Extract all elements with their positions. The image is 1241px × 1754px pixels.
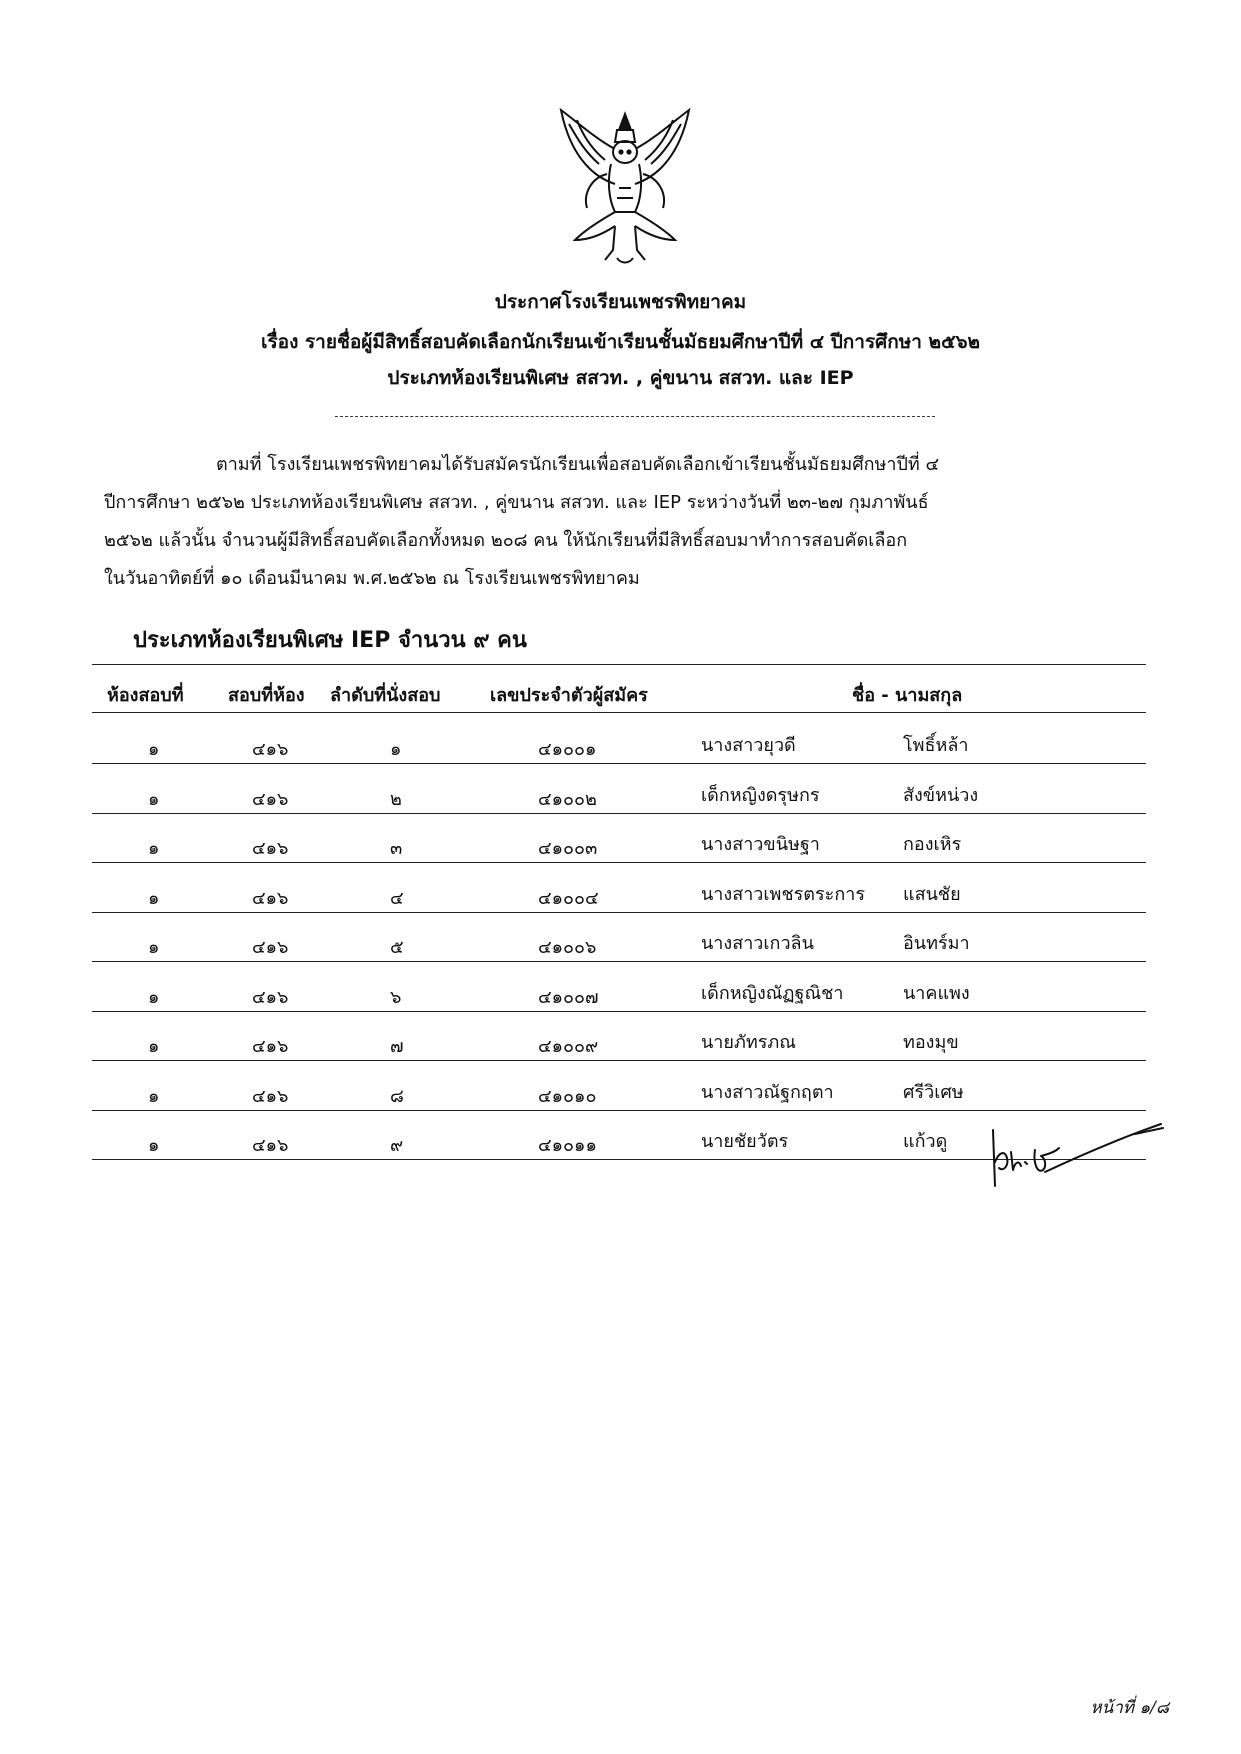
cell-seat: ๒ (390, 788, 402, 810)
cell-last-name: กองเหิร (903, 834, 962, 855)
cell-seat: ๓ (390, 838, 403, 859)
row-rule (92, 1060, 1146, 1061)
announcement-subject: เรื่อง รายชื่อผู้มีสิทธิ์สอบคัดเลือกนักเรียนเข้าเรียนชั้นมัธยมศึกษาปีที่ ๔ ปีการศึกษา ๒๕๖๒ (260, 331, 981, 353)
cell-applicant-id: ๔๑๐๑๑ (538, 1135, 597, 1156)
cell-applicant-id: ๔๑๐๐๑ (538, 739, 597, 760)
header-seat: ลำดับที่นั่งสอบ (330, 685, 441, 706)
cell-exam-room: ๑ (148, 937, 160, 958)
cell-room: ๔๑๖ (252, 838, 289, 859)
paragraph-line: ตามที่ โรงเรียนเพชรพิทยาคมได้รับสมัครนักเรียนเพื่อสอบคัดเลือกเข้าเรียนชั้นมัธยมศึกษาปีที่ ๔ (216, 454, 940, 475)
cell-applicant-id: ๔๑๐๐๓ (538, 838, 598, 859)
cell-last-name: ทองมุข (903, 1032, 959, 1053)
cell-room: ๔๑๖ (252, 937, 289, 958)
cell-applicant-id: ๔๑๐๐๙ (538, 1036, 599, 1057)
cell-first-name: เด็กหญิงดรุษกร (701, 784, 820, 806)
cell-exam-room: ๑ (148, 1036, 160, 1057)
cell-seat: ๕ (390, 937, 404, 958)
cell-room: ๔๑๖ (252, 1036, 289, 1057)
cell-first-name: นางสาวเกวลิน (701, 933, 814, 954)
paragraph-line: ในวันอาทิตย์ที่ ๑๐ เดือนมีนาคม พ.ศ.๒๕๖๒ ณ โรงเรียนเพชรพิทยาคม (104, 568, 640, 589)
cell-last-name: นาคแพง (903, 982, 970, 1004)
cell-last-name: โพธิ์หล้า (903, 735, 969, 756)
cell-first-name: เด็กหญิงณัฏฐณิชา (701, 982, 844, 1004)
announcement-title: ประกาศโรงเรียนเพชรพิทยาคม (494, 291, 747, 313)
row-rule (92, 961, 1146, 962)
cell-first-name: นางสาวณัฐกฤตา (701, 1081, 834, 1103)
cell-seat: ๘ (390, 1085, 404, 1107)
cell-applicant-id: ๔๑๐๐๖ (538, 937, 597, 958)
page-number: หน้าที่ ๑/๘ (1090, 1698, 1169, 1718)
cell-room: ๔๑๖ (252, 788, 289, 810)
cell-exam-room: ๑ (148, 1135, 160, 1156)
cell-seat: ๙ (390, 1135, 404, 1156)
cell-applicant-id: ๔๑๐๑๐ (538, 1085, 597, 1107)
cell-room: ๔๑๖ (252, 986, 289, 1008)
cell-last-name: สังข์หน่วง (903, 784, 979, 806)
row-rule (92, 763, 1146, 764)
cell-last-name: แสนชัย (903, 883, 961, 905)
cell-seat: ๑ (390, 739, 402, 760)
cell-seat: ๔ (390, 887, 404, 909)
row-rule (92, 1011, 1146, 1012)
table-header-rule (92, 712, 1146, 713)
signature (985, 1122, 1165, 1190)
header-exam-room: ห้องสอบที่ (107, 685, 184, 706)
cell-seat: ๗ (390, 1036, 404, 1057)
paragraph-line: ๒๕๖๒ แล้วนั้น จำนวนผู้มีสิทธิ์สอบคัดเลือกทั้งหมด ๒๐๘ คน ให้นักเรียนที่มีสิทธิ์สอบมาทำการสอบคัดเลือก (104, 530, 908, 551)
cell-exam-room: ๑ (148, 1085, 160, 1107)
cell-exam-room: ๑ (148, 838, 160, 859)
cell-exam-room: ๑ (148, 739, 160, 760)
cell-seat: ๖ (390, 986, 402, 1008)
paragraph-line: ปีการศึกษา ๒๕๖๒ ประเภทห้องเรียนพิเศษ สสวท. , คู่ขนาน สสวท. และ IEP ระหว่างวันที่ ๒๓-๒๗ กุมภาพันธ์ (104, 492, 929, 513)
dashed-divider (335, 416, 935, 417)
row-rule (92, 862, 1146, 863)
garuda-emblem (555, 108, 695, 266)
cell-first-name: นางสาวเพชรตระการ (701, 883, 866, 905)
cell-applicant-id: ๔๑๐๐๗ (538, 986, 599, 1008)
header-room: สอบที่ห้อง (228, 685, 305, 706)
body-paragraph (104, 446, 1114, 598)
cell-last-name: แก้วดู (903, 1131, 948, 1152)
cell-room: ๔๑๖ (252, 1085, 289, 1107)
announcement-category: ประเภทห้องเรียนพิเศษ สสวท. , คู่ขนาน สสวท. และ IEP (387, 367, 854, 389)
cell-first-name: นายภัทรภณ (701, 1032, 796, 1053)
cell-last-name: อินทร์มา (903, 933, 970, 954)
cell-applicant-id: ๔๑๐๐๔ (538, 887, 599, 909)
cell-applicant-id: ๔๑๐๐๒ (538, 788, 597, 810)
cell-exam-room: ๑ (148, 887, 160, 909)
row-rule (92, 1110, 1146, 1111)
cell-exam-room: ๑ (148, 986, 160, 1008)
section-title: ประเภทห้องเรียนพิเศษ IEP จำนวน ๙ คน (133, 628, 527, 653)
cell-room: ๔๑๖ (252, 739, 289, 760)
cell-last-name: ศรีวิเศษ (903, 1081, 964, 1103)
cell-room: ๔๑๖ (252, 1135, 289, 1156)
cell-exam-room: ๑ (148, 788, 160, 810)
cell-first-name: นายชัยวัตร (701, 1131, 789, 1152)
row-rule (92, 912, 1146, 913)
table-top-rule (92, 664, 1146, 665)
row-rule (92, 813, 1146, 814)
cell-first-name: นางสาวยุวดี (701, 735, 796, 756)
cell-first-name: นางสาวขนิษฐา (701, 834, 820, 855)
cell-room: ๔๑๖ (252, 887, 289, 909)
header-name: ชื่อ - นามสกุล (852, 685, 963, 706)
header-applicant-id: เลขประจำตัวผู้สมัคร (490, 685, 648, 706)
